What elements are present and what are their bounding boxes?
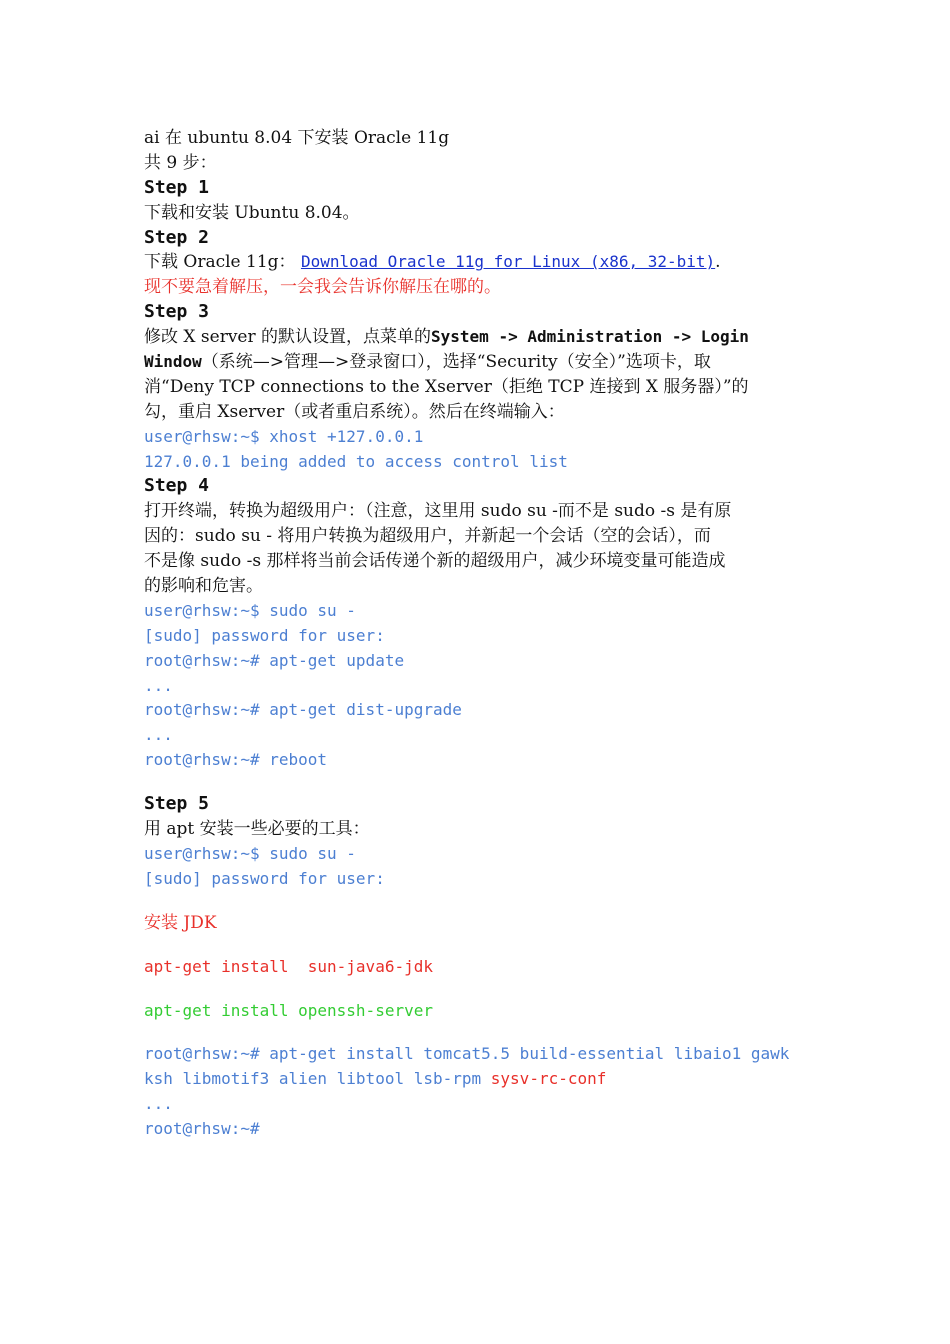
- step2-download-line: [144, 250, 814, 275]
- step-count: 共 9 步：: [144, 152, 217, 173]
- step2-suffix: .: [715, 252, 721, 273]
- jdk-command: apt-get install sun-java6-jdk: [144, 956, 433, 976]
- spacer: [144, 773, 814, 792]
- terminal-line: root@rhsw:~# apt-get dist-upgrade: [144, 700, 462, 720]
- step4-line1: 打开终端，转换为超级用户：（注意，这里用 sudo su -而不是 sudo -s 是有原: [144, 501, 732, 522]
- step1-heading: Step 1: [144, 176, 210, 198]
- step4-line2: 因的：sudo su - 将用户转换为超级用户，并新起一个会话（空的会话），而: [144, 526, 711, 547]
- terminal-line: root@rhsw:~# apt-get update: [144, 650, 405, 670]
- terminal-line: ...: [144, 725, 173, 745]
- terminal-line: root@rhsw:~# reboot: [144, 750, 328, 770]
- step5-text: 用 apt 安装一些必要的工具：: [144, 819, 370, 840]
- menu-path: System -> Administration -> Login: [431, 327, 749, 347]
- step3-line1: [144, 325, 814, 350]
- step3-line1-text: 修改 X server 的默认设置，点菜单的: [144, 327, 432, 348]
- terminal-prompt: root@rhsw:~#: [144, 1119, 260, 1139]
- sysv-rc-conf-package: sysv-rc-conf: [490, 1069, 607, 1089]
- terminal-ellipsis: ...: [144, 1094, 173, 1114]
- terminal-line: [sudo] password for user:: [144, 625, 385, 645]
- terminal-line: user@rhsw:~$ sudo su -: [144, 600, 356, 620]
- step4-heading: Step 4: [144, 475, 210, 497]
- document-title: ai 在 ubuntu 8.04 下安装 Oracle 11g: [144, 128, 450, 148]
- step2-heading: Step 2: [144, 226, 210, 248]
- document-page: [144, 126, 814, 1142]
- spacer: [144, 936, 814, 955]
- tools-command-line1: root@rhsw:~# apt-get install tomcat5.5 build-essential libaio1 gawk: [144, 1044, 790, 1064]
- step3-line4: 勾，重启 Xserver（或者重启系统）。然后在终端输入：: [144, 401, 565, 422]
- step3-line2-text: （系统—>管理—>登录窗口），选择“Security（安全）”选项卡，取: [201, 352, 711, 373]
- terminal-line: user@rhsw:~$ sudo su -: [144, 843, 356, 863]
- terminal-output: 127.0.0.1 being added to access control list: [144, 451, 568, 471]
- step2-prefix: 下载 Oracle 11g：: [144, 252, 301, 273]
- spacer: [144, 1023, 814, 1042]
- tools-packages: ksh libmotif3 alien libtool lsb-rpm: [144, 1069, 491, 1089]
- ssh-command: apt-get install openssh-server: [144, 1000, 433, 1020]
- step4-line3: 不是像 sudo -s 那样将当前会话传递个新的超级用户，减少环境变量可能造成: [144, 551, 726, 572]
- jdk-label: 安装 JDK: [144, 912, 217, 933]
- step4-line4: 的影响和危害。: [144, 576, 263, 597]
- tools-command-line2: [144, 1067, 814, 1092]
- step1-text: 下载和安装 Ubuntu 8.04。: [144, 202, 360, 223]
- step3-line2: [144, 350, 814, 375]
- step3-line3: 消“Deny TCP connections to the Xserver（拒绝 TCP 连接到 X 服务器）”的: [144, 376, 749, 397]
- spacer: [144, 980, 814, 999]
- menu-path-window: Window: [144, 352, 202, 372]
- terminal-command: user@rhsw:~$ xhost +127.0.0.1: [144, 426, 424, 446]
- step3-heading: Step 3: [144, 301, 210, 323]
- spacer: [144, 892, 814, 911]
- terminal-line: [sudo] password for user:: [144, 868, 385, 888]
- step2-warning: 现不要急着解压，一会我会告诉你解压在哪的。: [144, 277, 501, 298]
- oracle-download-link[interactable]: Download Oracle 11g for Linux (x86, 32-bit): [300, 252, 716, 272]
- step5-heading: Step 5: [144, 793, 210, 815]
- terminal-line: ...: [144, 675, 173, 695]
